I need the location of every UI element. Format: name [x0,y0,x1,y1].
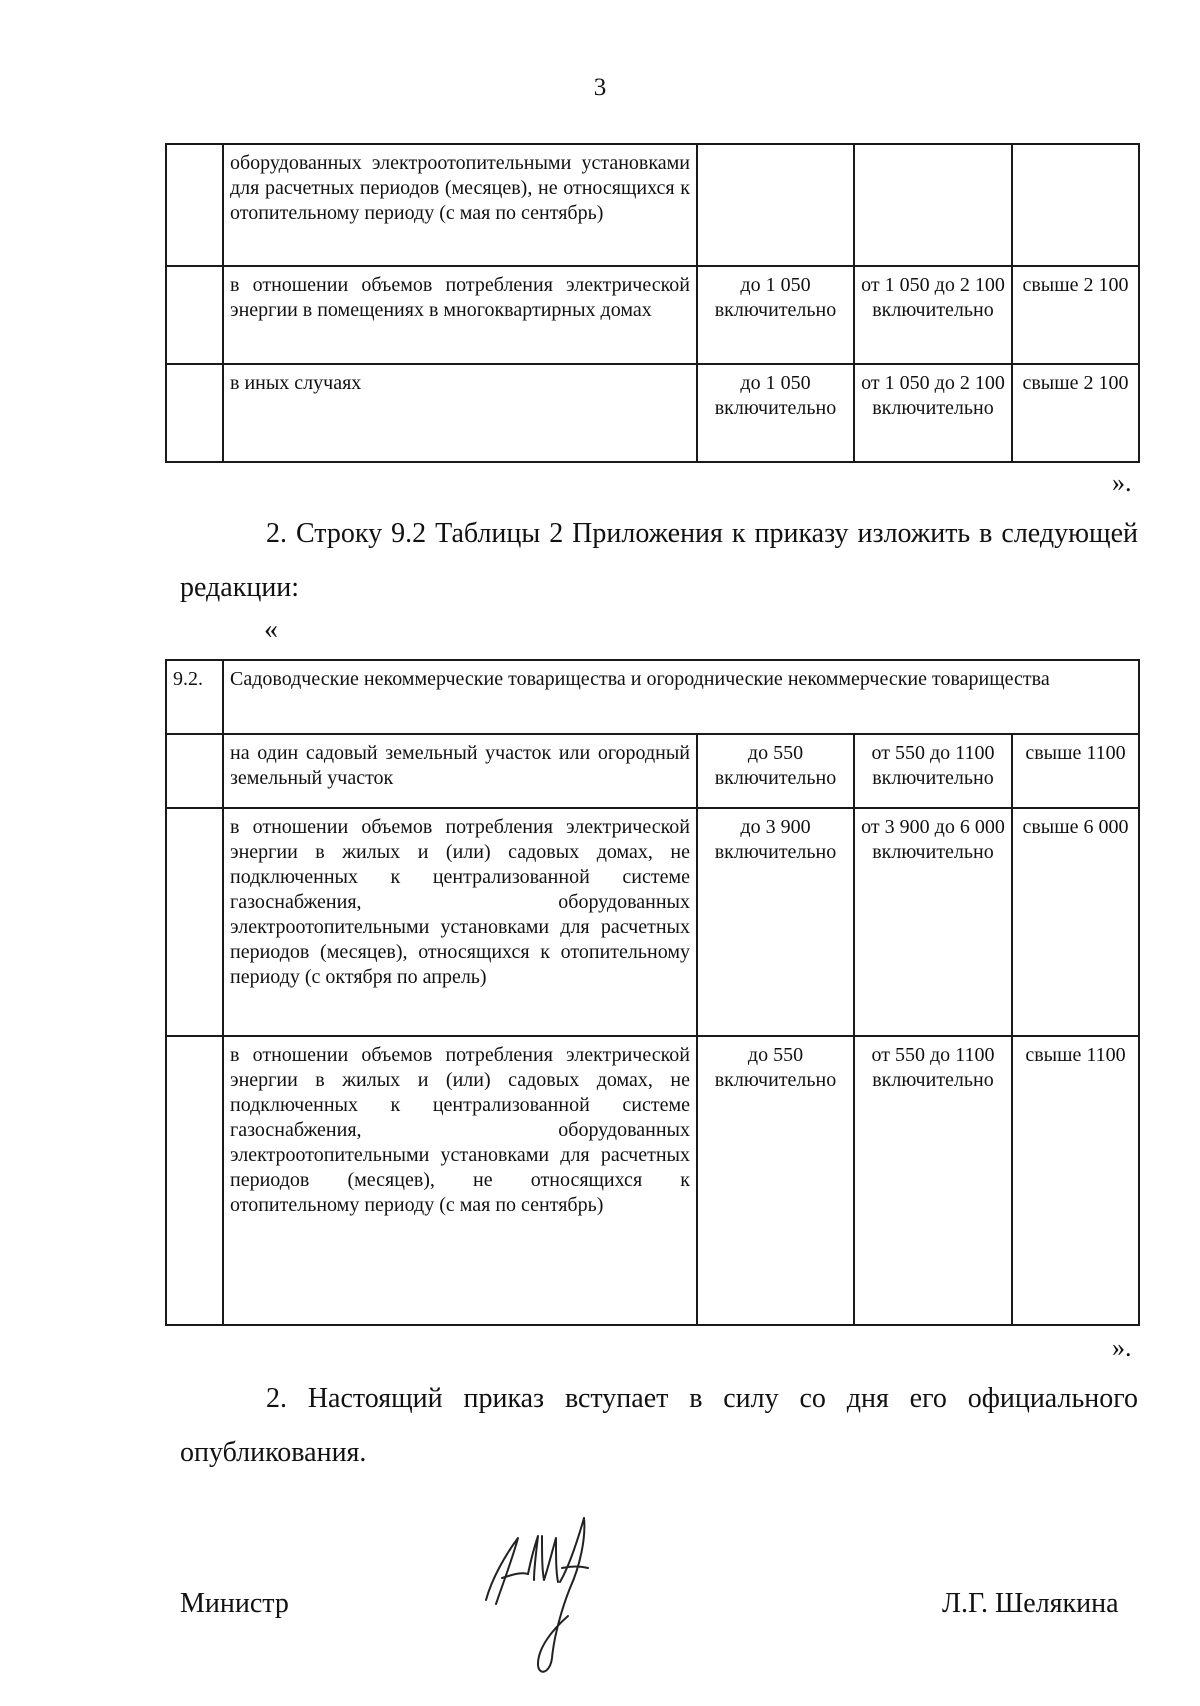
value-high: свыше 6 000 [1012,808,1139,1036]
row-number [166,144,223,266]
value-mid: от 550 до 1100 включительно [854,1036,1012,1325]
value-high: свыше 2 100 [1012,266,1139,364]
row-number: 9.2. [166,660,223,734]
handwritten-signature [472,1508,612,1678]
value-high: свыше 1100 [1012,734,1139,808]
value-mid: от 1 050 до 2 100 включительно [854,364,1012,462]
value-mid: от 1 050 до 2 100 включительно [854,266,1012,364]
value-mid [854,144,1012,266]
row-number [166,808,223,1036]
value-low: до 1 050 включительно [697,266,854,364]
row-number [166,364,223,462]
table-row [166,144,1139,266]
closing-quote: ». [1112,1333,1132,1362]
value-low [697,144,854,266]
value-mid: от 550 до 1100 включительно [854,734,1012,808]
value-low: до 3 900 включительно [697,808,854,1036]
page-number: 3 [593,74,607,101]
table-continuation [165,143,1140,463]
table-row-9-2 [165,659,1140,1326]
signer-position: Министр [180,1588,289,1619]
paragraph-amendment: 2. Строку 9.2 Таблицы 2 Приложения к приказу изложить в следующей редакции: [180,518,1138,603]
row-description: оборудованных электроотопительными установками для расчетных периодов (месяцев), не относящихся к отопительному периоду (с мая по сентябрь) [223,144,697,266]
row-description: в иных случаях [223,364,697,462]
signer-name: Л.Г. Шелякина [942,1588,1119,1619]
table-row [166,1036,1139,1325]
row-description: в отношении объемов потребления электрической энергии в помещениях в многоквартирных домах [223,266,697,364]
table-row [166,266,1139,364]
value-low: до 550 включительно [697,734,854,808]
value-high: свыше 2 100 [1012,364,1139,462]
table-row [166,734,1139,808]
closing-quote: ». [1112,468,1132,497]
row-description: в отношении объемов потребления электрической энергии в жилых и (или) садовых домах, не подключенных к централизованной системе газоснабжения, оборудованных электроотопительными установками для расчетных периодов (месяцев), относящихся к отопительному периоду (с октября по апрель) [223,808,697,1036]
table-row [166,364,1139,462]
row-description: на один садовый земельный участок или огородный земельный участок [223,734,697,808]
row-number [166,266,223,364]
value-high: свыше 1100 [1012,1036,1139,1325]
row-description: Садоводческие некоммерческие товарищества и огороднические некоммерческие товарищества [223,660,1139,734]
value-low: до 550 включительно [697,1036,854,1325]
table-header-row [166,660,1139,734]
value-high [1012,144,1139,266]
value-low: до 1 050 включительно [697,364,854,462]
row-description: в отношении объемов потребления электрической энергии в жилых и (или) садовых домах, не подключенных к централизованной системе газоснабжения, оборудованных электроотопительными установками для расчетных периодов (месяцев), не относящихся к отопительному периоду (с мая по сентябрь) [223,1036,697,1325]
row-number [166,734,223,808]
row-number [166,1036,223,1325]
paragraph-effective-date: 2. Настоящий приказ вступает в силу со дня его официального опубликования. [180,1383,1138,1468]
value-mid: от 3 900 до 6 000 включительно [854,808,1012,1036]
table-row [166,808,1139,1036]
opening-quote: « [264,614,278,645]
